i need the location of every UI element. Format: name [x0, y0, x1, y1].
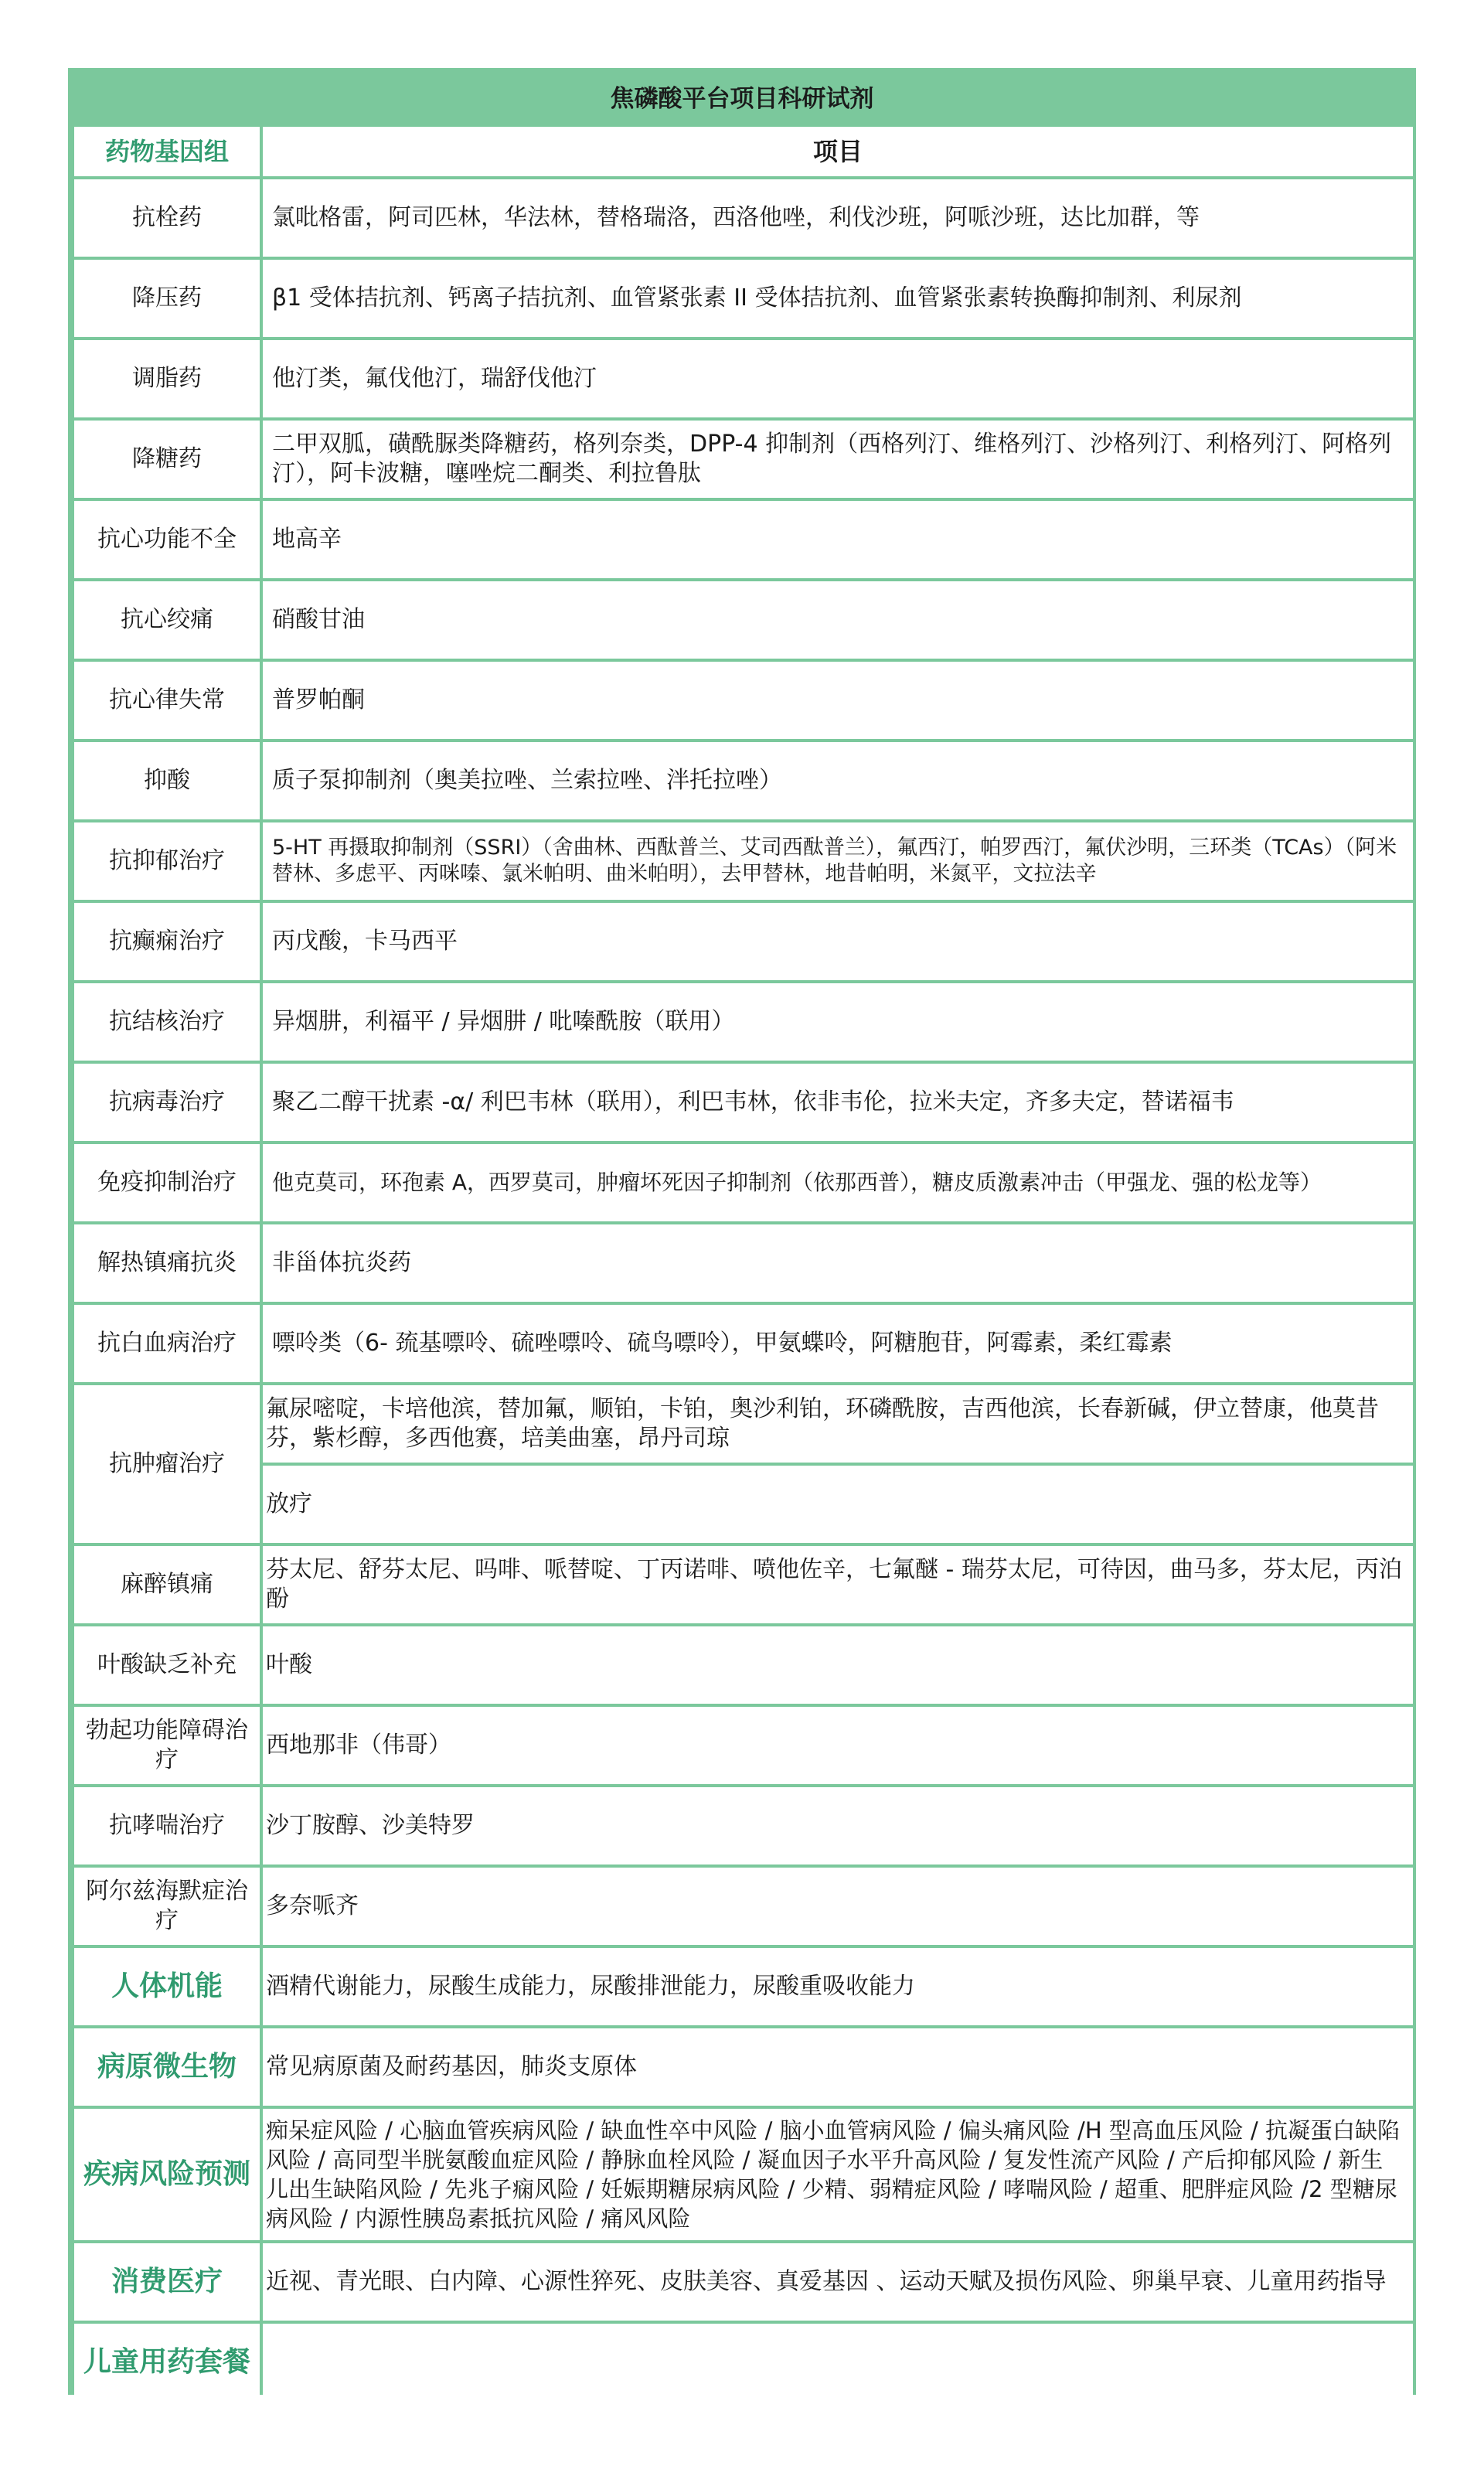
row-category: 抗抑郁治疗 [74, 822, 260, 900]
row-category: 抗病毒治疗 [74, 1064, 260, 1141]
row-value: 叶酸 [263, 1626, 1413, 1704]
row-value: 近视、青光眼、白内障、心源性猝死、皮肤美容、真爱基因 、运动天赋及损伤风险、卵巢早衰、儿童用药指导 [263, 2243, 1413, 2321]
row-value: 他汀类，氟伐他汀，瑞舒伐他汀 [263, 340, 1413, 417]
header-row [74, 127, 1413, 176]
row-category: 抗白血病治疗 [74, 1305, 260, 1382]
row-category: 降压药 [74, 260, 260, 337]
reagent-table [71, 124, 1416, 2404]
table-row [74, 1787, 1413, 1865]
row-value: 异烟肼，利福平 / 异烟肼 / 吡嗪酰胺（联用） [263, 983, 1413, 1061]
row-value: 氟尿嘧啶，卡培他滨，替加氟，顺铂，卡铂，奥沙利铂，环磷酰胺，吉西他滨，长春新碱，伊立替康，他莫昔芬，紫杉醇，多西他赛，培美曲塞，昂丹司琼 [263, 1385, 1413, 1463]
table-row [74, 581, 1413, 659]
reagent-table-frame [68, 68, 1416, 2395]
table-row [74, 340, 1413, 417]
row-category: 抗栓药 [74, 179, 260, 257]
row-value: 痴呆症风险 / 心脑血管疾病风险 / 缺血性卒中风险 / 脑小血管病风险 / 偏头痛风险 /H 型高血压风险 / 抗凝蛋白缺陷风险 / 高同型半胱氨酸血症风险 / 静脉血栓风险 / 凝血因子水平升高风险 / 复发性流产风险 / 产后抑郁风险 / 新生儿出生缺陷风险 / 先兆子痫风险 / 妊娠期糖尿病风险 / 少精、弱精症风险 / 哮喘风险 / 超重、肥胖症风险 /2 型糖尿病风险 / 内源性胰岛素抵抗风险 / 痛风风险 [263, 2109, 1413, 2240]
table-row [74, 179, 1413, 257]
table-row [74, 1626, 1413, 1704]
row-value: 氯吡格雷，阿司匹林，华法林，替格瑞洛，西洛他唑，利伐沙班，阿哌沙班，达比加群，等 [263, 179, 1413, 257]
row-value: 5-HT 再摄取抑制剂（SSRI）（舍曲林、西酞普兰、艾司西酞普兰），氟西汀，帕罗西汀，氟伏沙明，三环类（TCAs）（阿米替林、多虑平、丙咪嗪、氯米帕明、曲米帕明），去甲替林，地昔帕明，米氮平，文拉法辛 [263, 822, 1413, 900]
table-row [74, 2324, 1413, 2401]
table-row [74, 1546, 1413, 1623]
row-category: 免疫抑制治疗 [74, 1144, 260, 1221]
row-value: β1 受体拮抗剂、钙离子拮抗剂、血管紧张素 II 受体拮抗剂、血管紧张素转换酶抑制剂、利尿剂 [263, 260, 1413, 337]
row-value-secondary: 放疗 [263, 1466, 1413, 1543]
row-value: 普罗帕酮 [263, 662, 1413, 739]
row-value: 质子泵抑制剂（奥美拉唑、兰索拉唑、泮托拉唑） [263, 742, 1413, 819]
row-value: 沙丁胺醇、沙美特罗 [263, 1787, 1413, 1865]
table-row [74, 1385, 1413, 1463]
row-value: 嘌呤类（6- 巯基嘌呤、硫唑嘌呤、硫鸟嘌呤），甲氨蝶呤，阿糖胞苷，阿霉素，柔红霉素 [263, 1305, 1413, 1382]
row-category: 叶酸缺乏补充 [74, 1626, 260, 1704]
table-row [74, 421, 1413, 498]
row-category: 解热镇痛抗炎 [74, 1224, 260, 1302]
row-category: 降糖药 [74, 421, 260, 498]
row-category: 抗哮喘治疗 [74, 1787, 260, 1865]
row-category: 消费医疗 [74, 2243, 260, 2321]
table-row [74, 501, 1413, 578]
row-category: 疾病风险预测 [74, 2109, 260, 2240]
row-value: 他克莫司，环孢素 A，西罗莫司，肿瘤坏死因子抑制剂（依那西普），糖皮质激素冲击（甲强龙、强的松龙等） [263, 1144, 1413, 1221]
row-category: 抑酸 [74, 742, 260, 819]
row-category: 抗结核治疗 [74, 983, 260, 1061]
row-category: 抗心律失常 [74, 662, 260, 739]
table-row [74, 822, 1413, 900]
table-row [74, 2109, 1413, 2240]
table-row [74, 2028, 1413, 2106]
row-value: 硝酸甘油 [263, 581, 1413, 659]
table-row [74, 260, 1413, 337]
header-group: 药物基因组 [74, 127, 260, 176]
row-category: 人体机能 [74, 1948, 260, 2025]
table-row [74, 1466, 1413, 1543]
row-category: 阿尔兹海默症治疗 [74, 1868, 260, 1945]
table-row [74, 983, 1413, 1061]
table-row [74, 903, 1413, 980]
row-value: 多奈哌齐 [263, 1868, 1413, 1945]
table-row [74, 1305, 1413, 1382]
row-value: 二甲双胍，磺酰脲类降糖药，格列奈类，DPP-4 抑制剂（西格列汀、维格列汀、沙格列汀、利格列汀、阿格列汀），阿卡波糖，噻唑烷二酮类、利拉鲁肽 [263, 421, 1413, 498]
header-item: 项目 [263, 127, 1413, 176]
table-row [74, 1144, 1413, 1221]
table-row [74, 742, 1413, 819]
table-title: 焦磷酸平台项目科研试剂 [610, 84, 874, 113]
row-category: 抗肿瘤治疗 [74, 1385, 260, 1543]
row-value: 非甾体抗炎药 [263, 1224, 1413, 1302]
row-value: 聚乙二醇干扰素 -α/ 利巴韦林（联用），利巴韦林，依非韦伦，拉米夫定，齐多夫定，替诺福韦 [263, 1064, 1413, 1141]
row-value: 常见病原菌及耐药基因，肺炎支原体 [263, 2028, 1413, 2106]
row-value: 丙戊酸，卡马西平 [263, 903, 1413, 980]
table-row [74, 2243, 1413, 2321]
row-category: 儿童用药套餐 [74, 2324, 260, 2401]
row-category: 抗心绞痛 [74, 581, 260, 659]
row-category: 抗心功能不全 [74, 501, 260, 578]
row-category: 病原微生物 [74, 2028, 260, 2106]
table-row [74, 662, 1413, 739]
row-category: 麻醉镇痛 [74, 1546, 260, 1623]
row-value [263, 2324, 1413, 2401]
table-row [74, 1707, 1413, 1784]
row-value: 地高辛 [263, 501, 1413, 578]
table-row [74, 1948, 1413, 2025]
row-value: 酒精代谢能力，尿酸生成能力，尿酸排泄能力，尿酸重吸收能力 [263, 1948, 1413, 2025]
table-row [74, 1224, 1413, 1302]
row-value: 西地那非（伟哥） [263, 1707, 1413, 1784]
row-category: 勃起功能障碍治疗 [74, 1707, 260, 1784]
row-category: 抗癫痫治疗 [74, 903, 260, 980]
table-row [74, 1064, 1413, 1141]
row-value: 芬太尼、舒芬太尼、吗啡、哌替啶、丁丙诺啡、喷他佐辛，七氟醚 - 瑞芬太尼，可待因，曲马多，芬太尼，丙泊酚 [263, 1546, 1413, 1623]
row-category: 调脂药 [74, 340, 260, 417]
table-row [74, 1868, 1413, 1945]
